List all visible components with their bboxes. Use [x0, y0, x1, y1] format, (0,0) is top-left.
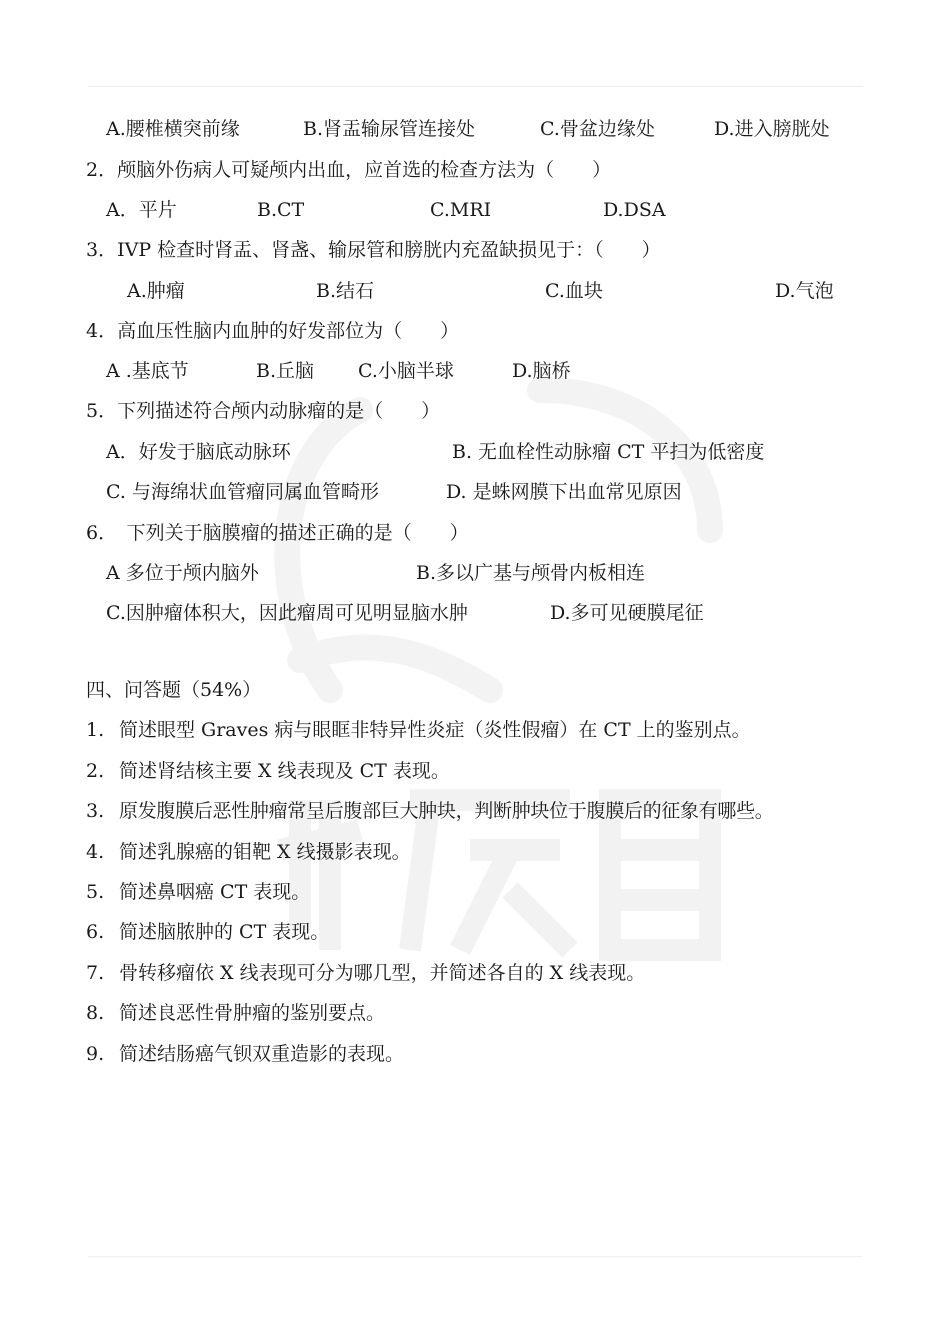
essay-item-text: 骨转移瘤依 X 线表现可分为哪几型，并简述各自的 X 线表现。 [119, 962, 646, 984]
q3-option-b: B.结石 [316, 280, 375, 302]
essay-item-text: 简述鼻咽癌 CT 表现。 [119, 881, 311, 903]
q2-stem: 2．颅脑外伤病人可疑颅内出血，应首选的检查方法为（ ） [86, 159, 612, 181]
q4-options-row [0, 356, 950, 386]
q4-option-c: C.小脑半球 [358, 360, 454, 382]
essay-item-number: 9. [86, 1043, 105, 1065]
q1-options-row [0, 114, 950, 144]
q3-options-row [0, 276, 950, 306]
essay-item [0, 837, 950, 867]
q2-option-a: A．平片 [106, 199, 177, 221]
q4-option-a: A .基底节 [106, 360, 189, 382]
essay-item-number: 3. [86, 800, 105, 822]
essay-item-number: 8. [86, 1002, 105, 1024]
q6-options-row-2 [0, 598, 950, 628]
q5-stem: 5．下列描述符合颅内动脉瘤的是（ ） [86, 400, 441, 422]
essay-item-number: 5. [86, 881, 105, 903]
q5-options-row-1 [0, 437, 950, 467]
q6-options-row-1 [0, 558, 950, 588]
q1-option-b: B.肾盂输尿管连接处 [303, 118, 476, 140]
q3-option-a: A.肿瘤 [127, 280, 185, 302]
essay-item-number: 4. [86, 841, 105, 863]
q3-option-d: D.气泡 [775, 280, 834, 302]
essay-item-number: 1. [86, 719, 105, 741]
q1-option-c: C.骨盆边缘处 [540, 118, 655, 140]
q6-stem: 6． 下列关于脑膜瘤的描述正确的是（ ） [86, 522, 469, 544]
q4-option-b: B.丘脑 [256, 360, 315, 382]
essay-item [0, 877, 950, 907]
header-divider [88, 86, 863, 87]
q3-stem: 3．IVP 检查时肾盂、肾盏、输尿管和膀胱内充盈缺损见于：（ ） [86, 239, 661, 261]
q5-option-a: A．好发于脑底动脉环 [106, 441, 291, 463]
q2-options-row [0, 195, 950, 225]
q3-option-c: C.血块 [545, 280, 603, 302]
essay-item-text: 原发腹膜后恶性肿瘤常呈后腹部巨大肿块，判断肿块位于腹膜后的征象有哪些。 [119, 800, 774, 822]
essay-item [0, 756, 950, 786]
essay-item-text: 简述肾结核主要 X 线表现及 CT 表现。 [119, 760, 450, 782]
q6-option-c: C.因肿瘤体积大，因此瘤周可见明显脑水肿 [106, 602, 468, 624]
q5-option-b: B. 无血栓性动脉瘤 CT 平扫为低密度 [452, 441, 765, 463]
q5-option-c: C. 与海绵状血管瘤同属血管畸形 [106, 481, 379, 503]
q2-option-d: D.DSA [603, 199, 666, 221]
essay-item [0, 958, 950, 988]
q5-option-d: D. 是蛛网膜下出血常见原因 [446, 481, 682, 503]
essay-item [0, 1039, 950, 1069]
watermark-logo [240, 330, 800, 970]
essay-item [0, 796, 950, 826]
q4-stem: 4．高血压性脑内血肿的好发部位为（ ） [86, 320, 460, 342]
essay-item-number: 6. [86, 921, 105, 943]
essay-item-text: 简述眼型 Graves 病与眼眶非特异性炎症（炎性假瘤）在 CT 上的鉴别点。 [119, 719, 751, 741]
essay-item [0, 715, 950, 745]
q6-option-a: A 多位于颅内脑外 [106, 562, 259, 584]
essay-item-text: 简述乳腺癌的钼靶 X 线摄影表现。 [119, 841, 411, 863]
q5-options-row-2 [0, 477, 950, 507]
essay-item-number: 7. [86, 962, 105, 984]
q6-option-b: B.多以广基与颅骨内板相连 [416, 562, 646, 584]
essay-item-text: 简述良恶性骨肿瘤的鉴别要点。 [119, 1002, 386, 1024]
q2-option-b: B.CT [257, 199, 305, 221]
essay-item-text: 简述结肠癌气钡双重造影的表现。 [119, 1043, 405, 1065]
footer-divider [88, 1256, 863, 1257]
essay-item-text: 简述脑脓肿的 CT 表现。 [119, 921, 330, 943]
q2-option-c: C.MRI [430, 199, 492, 221]
essay-item-number: 2. [86, 760, 105, 782]
q6-option-d: D.多可见硬膜尾征 [550, 602, 704, 624]
q4-option-d: D.脑桥 [512, 360, 571, 382]
essay-item [0, 998, 950, 1028]
section-title: 四、问答题（54%） [86, 679, 262, 701]
q1-option-a: A.腰椎横突前缘 [106, 118, 240, 140]
essay-item [0, 917, 950, 947]
q1-option-d: D.进入膀胱处 [714, 118, 830, 140]
